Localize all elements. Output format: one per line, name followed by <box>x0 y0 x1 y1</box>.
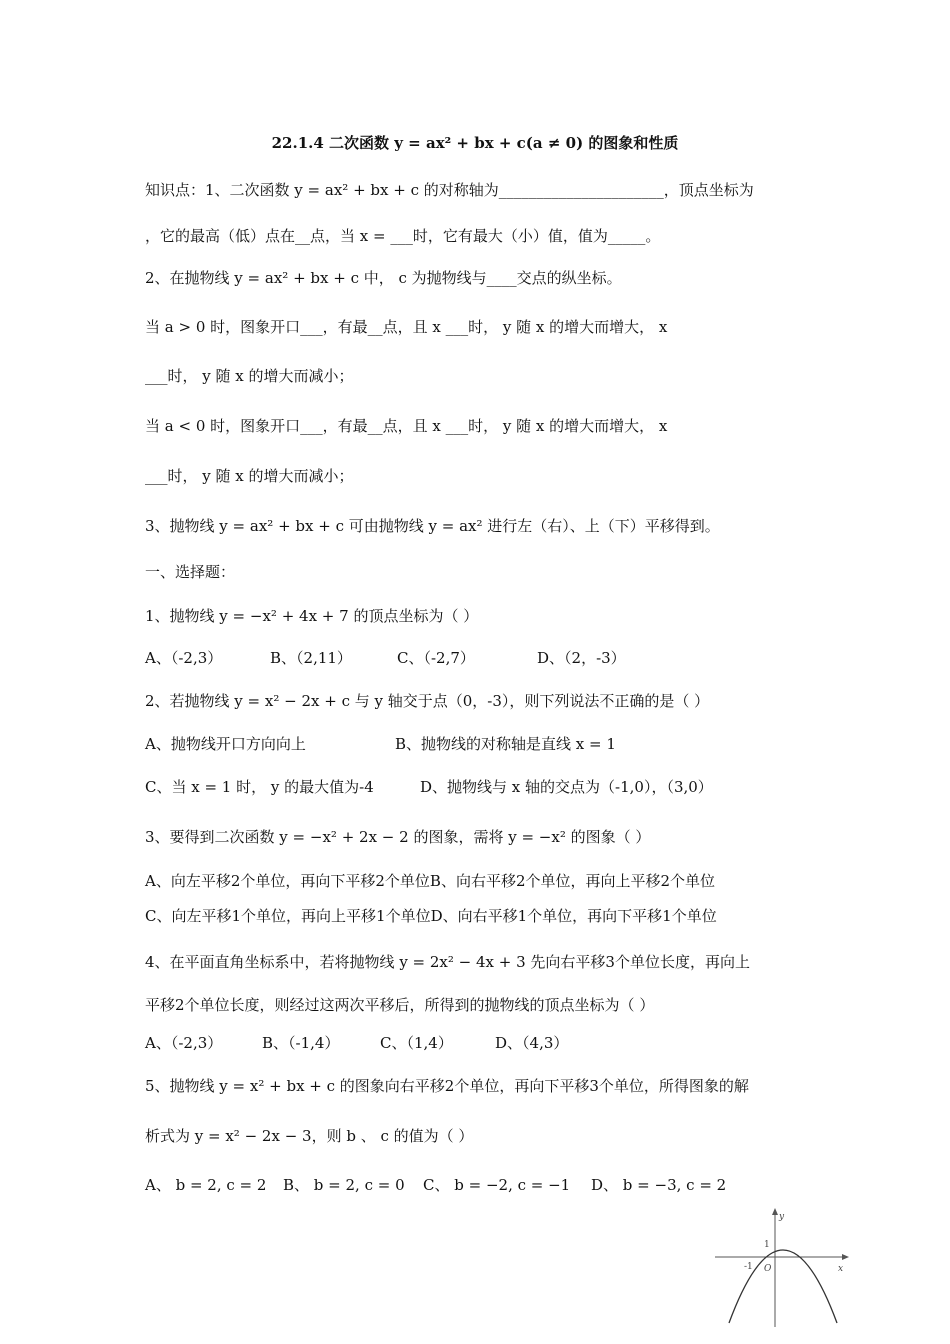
q3-option-d: D、向右平移1个单位，再向下平移1个单位 <box>430 907 717 925</box>
parabola-graph <box>715 1205 855 1330</box>
q3-option-c: C、向左平移1个单位，再向上平移1个单位 <box>145 907 431 925</box>
knowledge-line-4: 当 a > 0 时，图象开口___，有最__点，且 x ___时， y 随 x 的增大而增大， x <box>145 318 668 336</box>
q5-options <box>145 1175 726 1195</box>
q5-stem-line2: 析式为 y = x² − 2x − 3，则 b 、 c 的值为（ ） <box>145 1127 474 1145</box>
q3-options-row2 <box>145 906 717 926</box>
q2-option-d: D、抛物线与 x 轴的交点为（-1,0），（3,0） <box>420 778 713 796</box>
q2-option-a: A、抛物线开口方向向上 <box>145 735 306 753</box>
q4-option-a: A、（-2,3） <box>145 1034 223 1052</box>
knowledge-line-2: ，它的最高（低）点在__点，当 x = ___时，它有最大（小）值，值为_____。 <box>145 227 661 245</box>
parabola-curve <box>729 1250 837 1323</box>
q3-option-a: A、向左平移2个单位，再向下平移2个单位 <box>145 872 430 890</box>
knowledge-line-5: ___时， y 随 x 的增大而减小； <box>145 367 354 385</box>
y-axis-arrow <box>772 1208 778 1215</box>
q5-option-c: C、 b = −2, c = −1 <box>423 1176 571 1194</box>
x-axis-label: x <box>838 1264 844 1274</box>
q4-stem-line1: 4、在平面直角坐标系中，若将抛物线 y = 2x² − 4x + 3 先向右平移3个单位长度，再向上 <box>145 953 750 971</box>
knowledge-line-6: 当 a < 0 时，图象开口___，有最__点，且 x ___时， y 随 x 的增大而增大， x <box>145 417 668 435</box>
q1-stem: 1、抛物线 y = −x² + 4x + 7 的顶点坐标为（ ） <box>145 607 479 625</box>
q1-option-a: A、（-2,3） <box>145 649 223 667</box>
knowledge-line-8: 3、抛物线 y = ax² + bx + c 可由抛物线 y = ax² 进行左（右）、上（下）平移得到。 <box>145 517 720 535</box>
q2-stem: 2、若抛物线 y = x² − 2x + c 与 y 轴交于点（0，-3），则下列说法不正确的是（ ） <box>145 692 710 710</box>
q1-option-b: B、（2,11） <box>270 649 352 667</box>
q2-options-row2 <box>145 777 713 797</box>
q5-stem-line1: 5、抛物线 y = x² + bx + c 的图象向右平移2个单位，再向下平移3个单位，所得图象的解 <box>145 1077 749 1095</box>
q2-option-b: B、抛物线的对称轴是直线 x = 1 <box>395 735 616 753</box>
q5-option-a: A、 b = 2, c = 2 <box>145 1176 267 1194</box>
q3-options-row1 <box>145 871 715 891</box>
q1-option-c: C、（-2,7） <box>397 649 475 667</box>
knowledge-line-7: ___时， y 随 x 的增大而减小； <box>145 467 354 485</box>
y-axis-label: y <box>779 1212 785 1222</box>
q2-option-c: C、当 x = 1 时， y 的最大值为-4 <box>145 778 374 796</box>
q4-option-d: D、（4,3） <box>495 1034 569 1052</box>
tick-label-y: 1 <box>764 1240 770 1250</box>
knowledge-line-3: 2、在抛物线 y = ax² + bx + c 中， c 为抛物线与____交点的纵坐标。 <box>145 269 622 287</box>
section-heading: 一、选择题： <box>145 563 236 581</box>
q3-stem: 3、要得到二次函数 y = −x² + 2x − 2 的图象，需将 y = −x² 的图象（ ） <box>145 828 651 846</box>
q2-options-row1 <box>145 734 616 754</box>
origin-label: O <box>764 1264 772 1274</box>
q4-options <box>145 1033 568 1053</box>
q5-option-b: B、 b = 2, c = 0 <box>283 1176 405 1194</box>
q4-option-b: B、（-1,4） <box>262 1034 340 1052</box>
q4-stem-line2: 平移2个单位长度，则经过这两次平移后，所得到的抛物线的顶点坐标为（ ） <box>145 996 655 1014</box>
q3-option-b: B、向右平移2个单位，再向上平移2个单位 <box>429 872 716 890</box>
page-title: 22.1.4 二次函数 y = ax² + bx + c(a ≠ 0) 的图象和性质 <box>271 134 679 152</box>
q1-option-d: D、（2，-3） <box>537 649 626 667</box>
knowledge-line-1: 知识点：1、二次函数 y = ax² + bx + c 的对称轴为______________________，顶点坐标为 <box>145 181 754 199</box>
x-axis-arrow <box>842 1254 849 1260</box>
tick-label-x: -1 <box>744 1262 753 1272</box>
q5-option-d: D、 b = −3, c = 2 <box>591 1176 727 1194</box>
q1-options <box>145 648 626 668</box>
q4-option-c: C、（1,4） <box>380 1034 453 1052</box>
